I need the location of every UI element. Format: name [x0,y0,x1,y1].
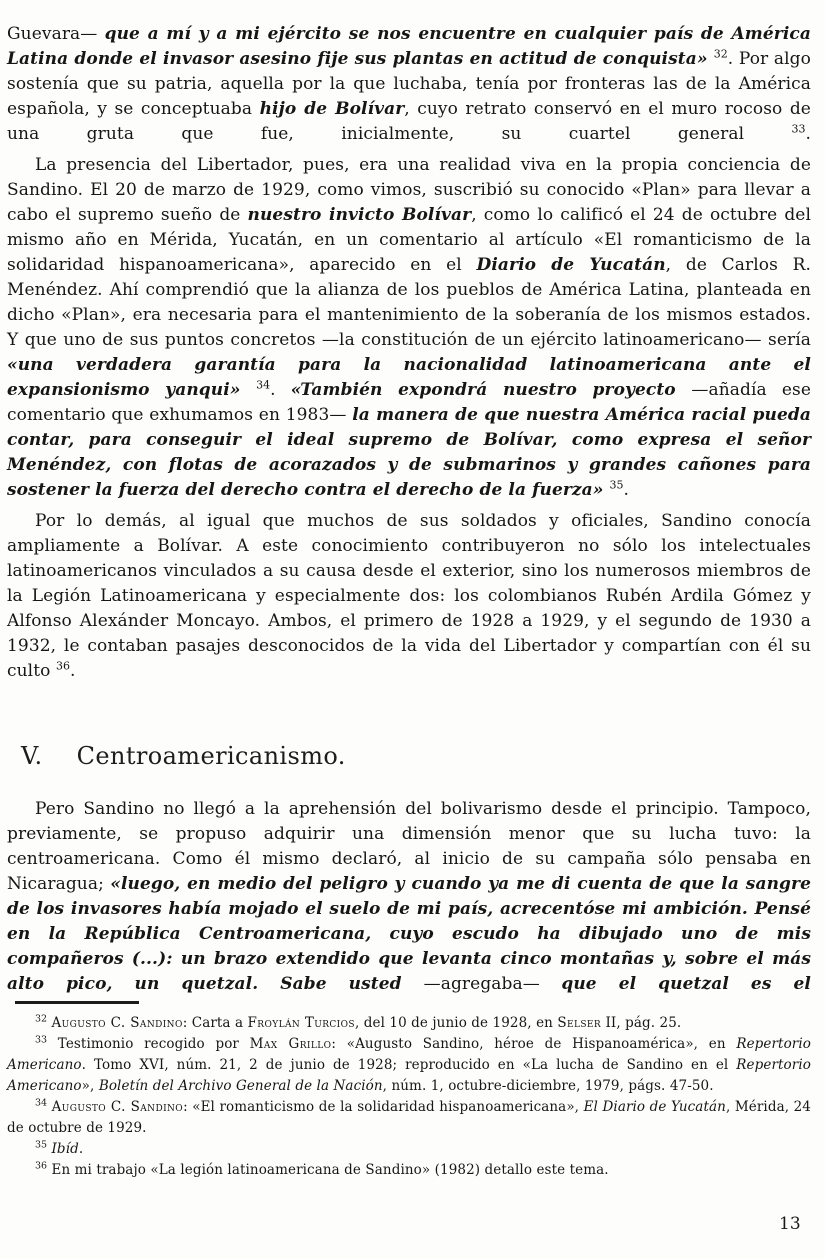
text-run: La presencia del Libertador, pues, era una realidad viva en la propia conciencia de Sandino. El 20 de marzo de 1929, como vimos, suscribió su conocido «Plan» para llevar a cabo el supremo sueño de [7,155,811,225]
text-run: 35 [35,1139,48,1151]
text-run: . [78,1141,84,1157]
text-run: », [81,1078,99,1094]
body-paragraph [7,22,811,147]
text-run: «También expondrá nuestro proyecto [290,380,692,400]
text-run: Max Grillo [249,1036,332,1052]
text-run: En mi trabajo «La legión latinoamericana de Sandino» (1982) detallo este tema. [47,1162,609,1178]
text-run: : «El romanticismo de la solidaridad hispanoamericana», [183,1099,584,1115]
text-run: Testimonio recogido por [47,1036,250,1052]
text-run: Por lo demás, al igual que muchos de sus soldados y oficiales, Sandino conocía ampliamente a Bolívar. A este conocimiento contribuyeron no sólo los intelectuales latinoamericanos vinculados a su causa desde el exterior, sino los numerosos miembros de la Legión Latinoamericana y especialmente dos: los colombianos Rubén Ardila Gómez y Alfonso Alexánder Moncayo. Ambos, el primero de 1928 a 1929, y el segundo de 1930 a 1932, le contaban pasajes desconocidos de la vida del Libertador y compartían con él su culto [7,511,811,681]
text-run: Repertorio Americano [7,1057,811,1094]
text-run: 35 [609,478,624,492]
text-run: 36 [35,1160,48,1172]
text-run: , de Carlos R. Menéndez. Ahí comprendió que la alianza de los pueblos de América Latina, planteada en dicho «Plan», era necesaria para el mantenimiento de la soberanía de los mismos estados. Y que uno de sus puntos concretos —la constitución de un ejército latinoamericano— sería [7,255,811,350]
text-run: . Por algo sostenía que su patria, aquella por la que luchaba, tenía por fronteras las de la América española, y se conceptuaba [7,49,811,119]
footnote [7,1034,811,1097]
text-run: II, pág. 25. [601,1015,682,1031]
text-run: —añadía ese comentario que exhumamos en 1983— [7,380,812,425]
text-run: «luego, en medio del peligro y cuando ya me di cuenta de que la sangre de los invasores había mojado el suelo de mi país, acrecentóse mi ambición. Pensé en la República Centroamericana, cuyo escudo ha dibujado uno de mis compañeros (...): un brazo extendido que levanta cinco montañas y, sobre el más alto pico, un quetzal. Sabe usted [7,874,811,994]
body-paragraph [7,509,811,684]
text-run: 33 [791,122,806,136]
body-paragraph [7,797,811,997]
text-run: 32 [713,47,728,61]
text-run: : «Augusto Sandino, héroe de Hispanoamérica», en [331,1036,737,1052]
text-run: 34 [35,1097,48,1109]
body-text-block [7,22,811,1003]
footnote-list [7,996,811,1181]
footnote [7,1160,811,1181]
text-run: 36 [55,659,70,673]
text-run: «una verdadera garantía para la nacionalidad latinoamericana ante el expansionismo yanqui» [7,355,811,400]
text-run: . Tomo XVI, núm. 21, 2 de junio de 1928; reproducido en «La lucha de Sandino en el [81,1057,737,1073]
text-run: —agregaba— [423,974,562,994]
footnote [7,1139,811,1160]
text-run: . [270,380,291,400]
text-run: 32 [35,1013,48,1025]
text-run: , cuyo retrato conservó en el muro rocoso de una gruta que fue, inicialmente, su cuartel general [7,99,811,144]
body-paragraph [7,153,811,503]
text-run: , del 10 de junio de 1928, en [354,1015,558,1031]
footnotes-section [7,996,811,1181]
page-number: 13 [779,1214,801,1234]
text-run: Repertorio Americano [7,1036,812,1073]
text-run: , núm. 1, octubre-diciembre, 1979, págs. 47-50. [382,1078,714,1094]
text-run: nuestro invicto Bolívar [247,205,472,225]
text-run: que a mí y a mi ejército se nos encuentre en cualquier país de América Latina donde el invasor asesino fije sus plantas en actitud de conquista» [7,24,811,69]
text-run: Pero Sandino no llegó a la aprehensión del bolivarismo desde el principio. Tampoco, previamente, se propuso adquirir una dimensión menor que su lucha tuvo: la centroamericana. Como él mismo declaró, al inicio de su campaña sólo pensaba en Nicaragua; [7,799,811,894]
text-run: 33 [35,1034,48,1046]
text-run: El Diario de Yucatán [583,1099,726,1115]
text-run: Selser [557,1015,602,1031]
section-heading [21,742,811,770]
text-run: que el quetzal es el [561,974,811,994]
text-run: Boletín del Archivo General de la Nación [98,1078,383,1094]
text-run: . [69,661,76,681]
footnote [7,1013,811,1034]
footnote [7,1097,811,1139]
section-heading-title: Centroamericanismo. [76,742,346,770]
text-run: Ibíd [51,1141,79,1157]
text-run: 34 [256,378,271,392]
text-run: Froylán Turcios [247,1015,355,1031]
text-run: Augusto C. Sandino [51,1099,184,1115]
text-run: Diario de Yucatán [476,255,666,275]
text-run: . [623,480,630,500]
text-run: . [805,124,811,144]
text-run: : Carta a [182,1015,248,1031]
section-heading-numeral: V. [21,742,43,770]
text-run: , Mérida, 24 de octubre de 1929. [7,1099,811,1136]
text-run: la manera de que nuestra América racial pueda contar, para conseguir el ideal supremo de Bolívar, como expresa el señor Menéndez, con flotas de acorazados y de submarinos y grandes cañones para sostener la fuerza del derecho contra el derecho de la fuerza» [7,405,811,500]
text-run: Augusto C. Sandino [51,1015,183,1031]
text-run: Guevara— [7,24,105,44]
text-run: , como lo calificó el 24 de octubre del mismo año en Mérida, Yucatán, en un comentario al artículo «El romanticismo de la solidaridad hispanoamericana», aparecido en el [7,205,812,275]
footnote-separator-rule [15,1001,139,1004]
text-run: hijo de Bolívar [259,99,405,119]
